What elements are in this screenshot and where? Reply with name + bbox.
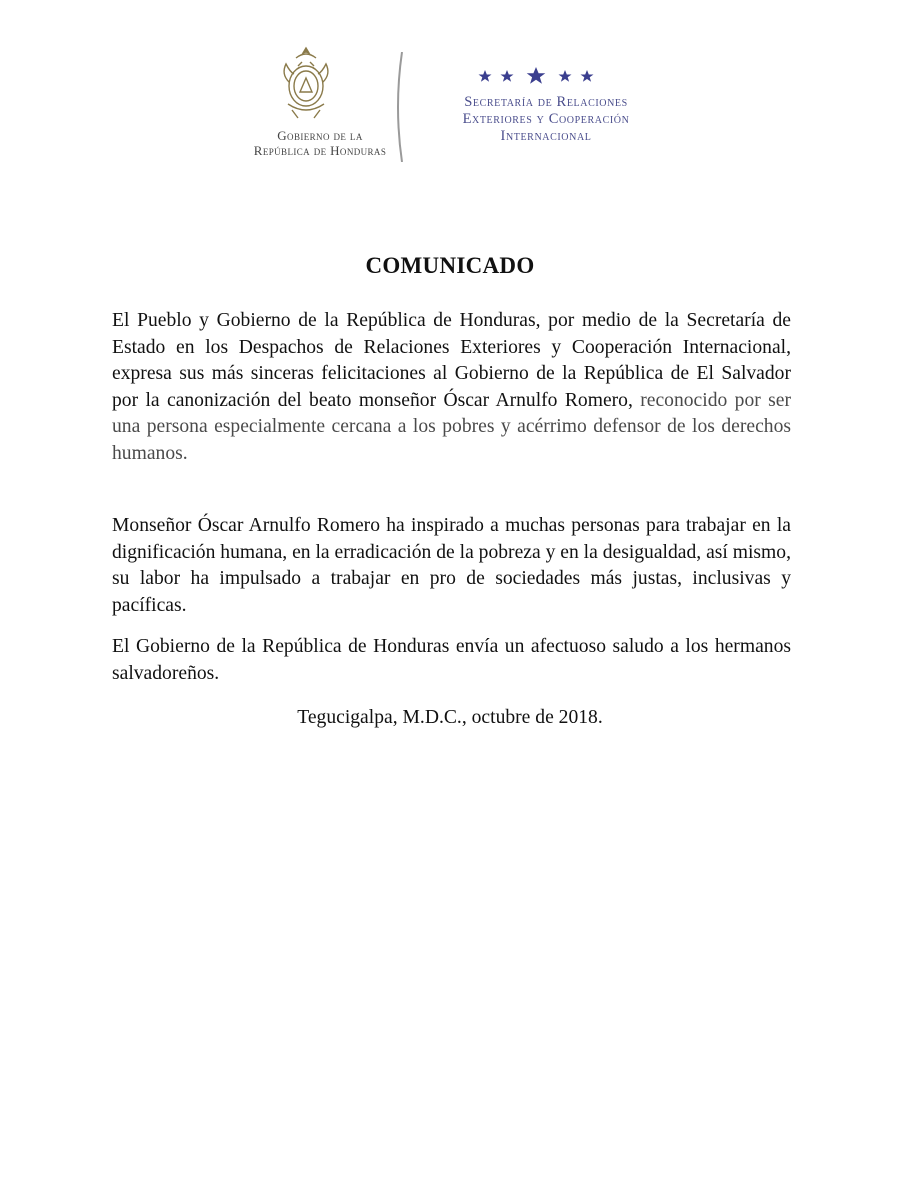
- header-divider: [392, 52, 412, 162]
- stars-icon: [476, 66, 596, 86]
- paragraph-1: [112, 308, 791, 467]
- star-icon: [527, 67, 546, 84]
- government-name-line-2: República de Honduras: [253, 143, 387, 158]
- document-title: COMUNICADO: [365, 253, 535, 278]
- government-name-line-1: Gobierno de la: [277, 128, 363, 143]
- letterhead: [0, 0, 900, 170]
- star-icon: [501, 70, 514, 82]
- star-icon: [559, 70, 572, 82]
- ministry-name-line-3: Internacional: [500, 128, 592, 144]
- dateline: Tegucigalpa, M.D.C., octubre de 2018.: [297, 707, 603, 728]
- star-icon: [479, 70, 492, 82]
- ministry-name-line-1: Secretaría de Relaciones: [464, 94, 628, 110]
- paragraph-3: El Gobierno de la República de Honduras envía un afectuoso saludo a los hermanos salvadoreños.: [112, 636, 791, 684]
- paragraph-2: Monseñor Óscar Arnulfo Romero ha inspirado a muchas personas para trabajar en la dignificación humana, en la erradicación de la pobreza y en la desigualdad, así mismo, su labor ha impulsado a trabajar en pro de sociedades más justas, inclusivas y pacíficas.: [112, 515, 791, 616]
- paragraph-1-tail: reconocido por ser una persona especialmente cercana a los pobres y acérrimo defensor de los derechos humanos.: [112, 389, 791, 464]
- paragraph-1-main: El Pueblo y Gobierno de la República de Honduras, por medio de la Secretaría de Estado en los Despachos de Relaciones Exteriores y Cooperación Internacional, expresa sus más sinceras felicitaciones al Gobierno de la República de El Salvador por la canonización del beato monseñor Óscar Arnulfo Romero,: [112, 310, 791, 411]
- star-icon: [581, 70, 594, 82]
- ministry-name-line-2: Exteriores y Cooperación: [462, 111, 630, 127]
- honduras-coat-of-arms-icon: [276, 44, 336, 124]
